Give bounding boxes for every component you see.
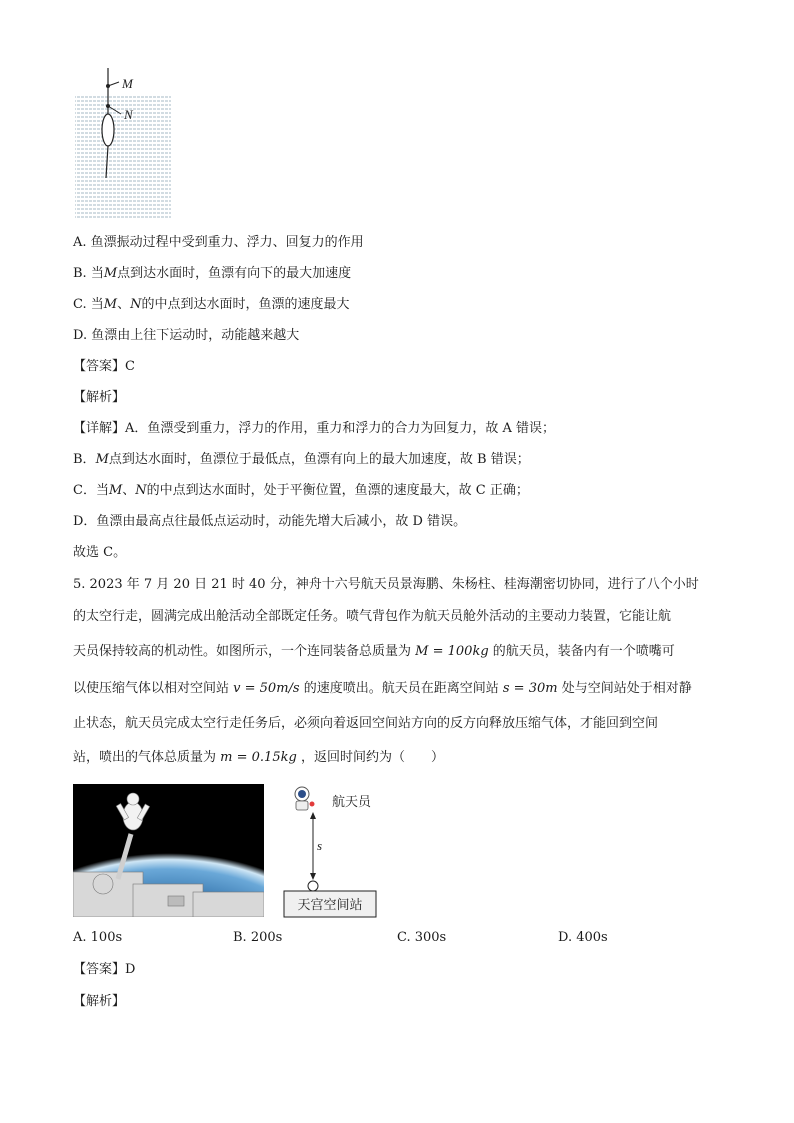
q4-explain-a: 【详解】A．鱼漂受到重力，浮力的作用，重力和浮力的合力为回复力，故 A 错误； xyxy=(73,421,556,436)
q4-analysis-title: 【解析】 xyxy=(73,390,126,405)
q4-option-b: B. 当M点到达水面时，鱼漂有向下的最大加速度 xyxy=(73,266,352,281)
q5-option-d: D. 400s xyxy=(558,930,608,945)
q5-analysis-title: 【解析】 xyxy=(73,994,126,1009)
q4-explain-c: C．当M、N的中点到达水面时，处于平衡位置，鱼漂的速度最大，故 C 正确； xyxy=(73,483,529,498)
q5-stem-line-1: 5. 2023 年 7 月 20 日 21 时 40 分，神舟十六号航天员景海鹏、朱杨柱、桂海潮密切协同，进行了八个小时 xyxy=(73,577,699,592)
q4-explain-d: D．鱼漂由最高点往最低点运动时，动能先增大后减小，故 D 错误。 xyxy=(73,514,467,529)
fishing-float-figure xyxy=(73,68,193,220)
q4-explain-b: B．M点到达水面时，鱼漂位于最低点，鱼漂有向上的最大加速度，故 B 错误； xyxy=(73,452,530,467)
astronaut-photo xyxy=(73,784,264,917)
q5-option-a: A. 100s xyxy=(73,930,123,945)
q5-stem-line-4: 以使压缩气体以相对空间站 v = 50m/s 的速度喷出。航天员在距离空间站 s = 30m 处与空间站处于相对静 xyxy=(73,681,692,696)
q4-conclusion: 故选 C。 xyxy=(73,545,127,560)
astronaut-icon xyxy=(295,787,315,810)
distance-label: s xyxy=(317,838,323,853)
astronaut-label: 航天员 xyxy=(332,795,372,810)
q4-option-a: A. 鱼漂振动过程中受到重力、浮力、回复力的作用 xyxy=(73,235,364,250)
q4-answer: 【答案】C xyxy=(73,359,135,374)
label-n: N xyxy=(124,107,133,122)
q5-option-c: C. 300s xyxy=(397,930,447,945)
q5-answer: 【答案】D xyxy=(73,962,136,977)
q5-stem-line-3: 天员保持较高的机动性。如图所示，一个连同装备总质量为 M = 100kg 的航天员，装备内有一个喷嘴可 xyxy=(73,644,675,659)
float-body xyxy=(102,114,114,146)
q5-stem-line-5: 止状态，航天员完成太空行走任务后，必须向着返回空间站方向的反方向释放压缩气体，才能回到空间 xyxy=(73,716,659,731)
station-label: 天宫空间站 xyxy=(297,898,363,913)
distance-diagram xyxy=(280,784,390,918)
q5-stem-line-6: 站，喷出的气体总质量为 m = 0.15kg ，返回时间约为（ ） xyxy=(73,750,444,765)
q4-option-c: C. 当M、N的中点到达水面时，鱼漂的速度最大 xyxy=(73,297,350,312)
q4-option-d: D. 鱼漂由上往下运动时，动能越来越大 xyxy=(73,328,300,343)
q5-stem-line-2: 的太空行走，圆满完成出舱活动全部既定任务。喷气背包作为航天员舱外活动的主要动力装置，它能让航 xyxy=(73,609,672,624)
q5-options xyxy=(73,928,713,948)
water-region xyxy=(75,96,171,218)
q5-option-b: B. 200s xyxy=(233,930,283,945)
docking-port xyxy=(308,881,318,891)
label-m: M xyxy=(122,76,133,91)
